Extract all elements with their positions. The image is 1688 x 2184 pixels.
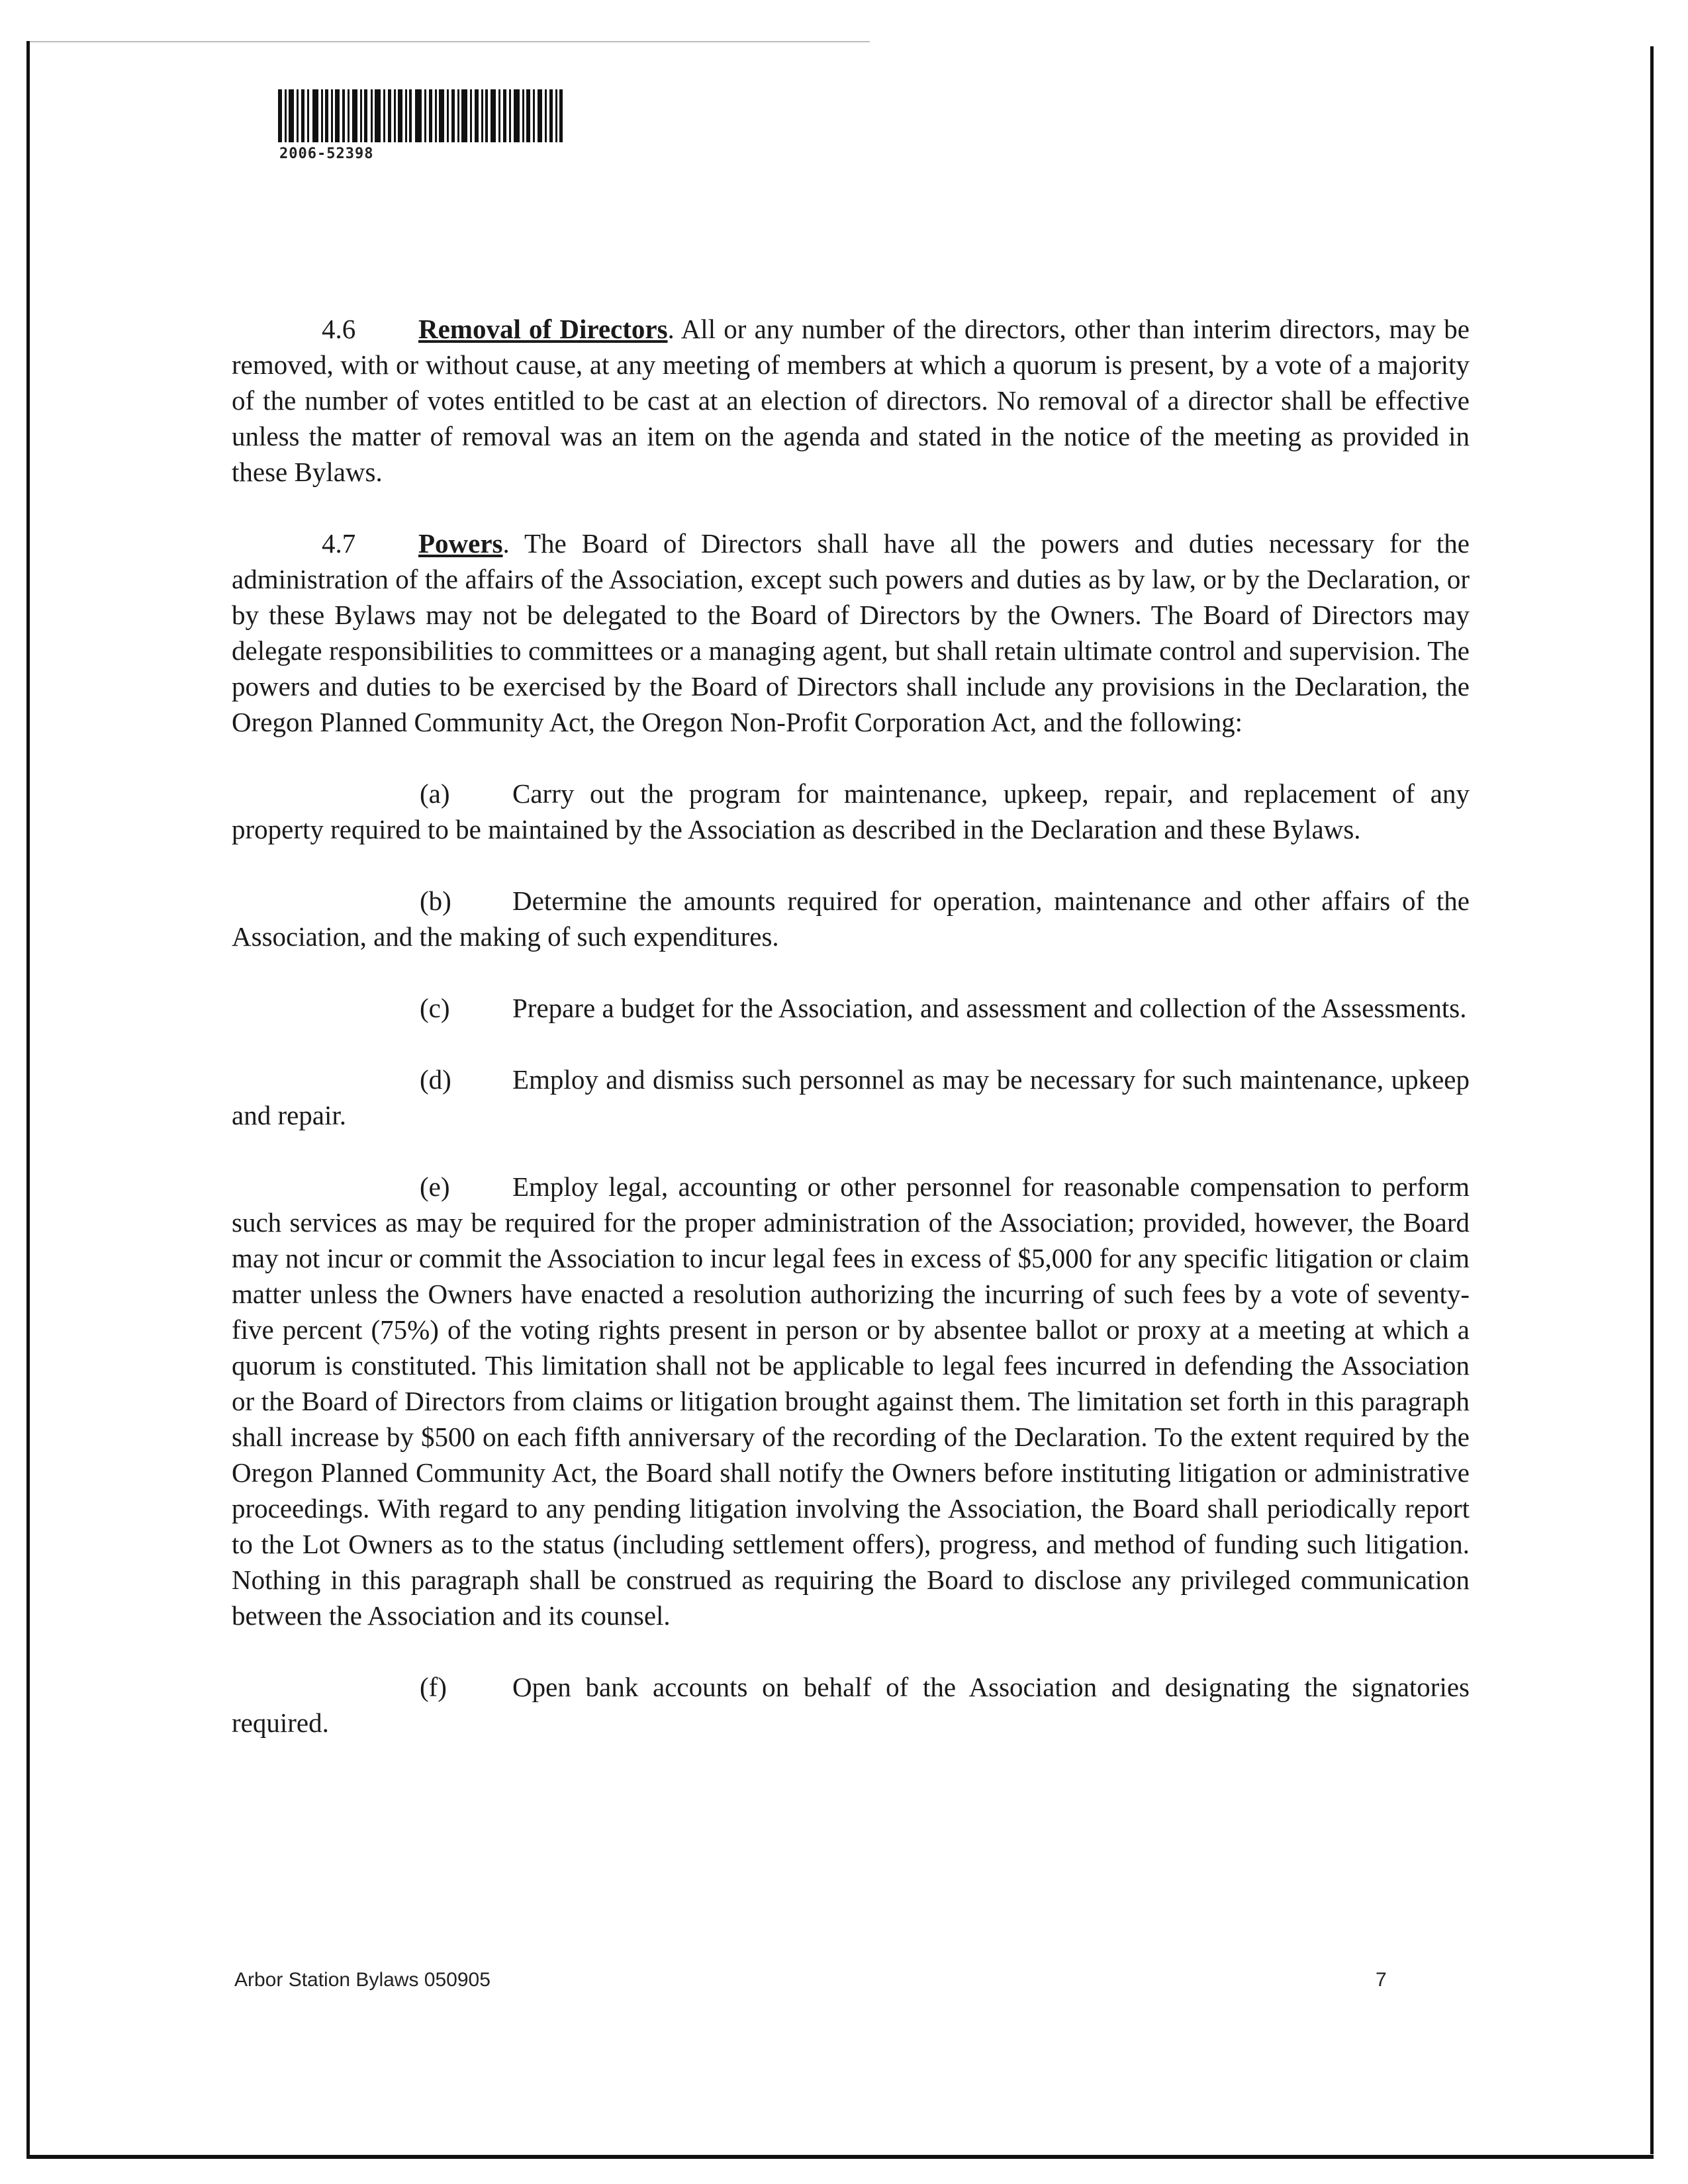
section-number: 4.6 (322, 314, 356, 344)
subsection-label: (a) (420, 778, 450, 809)
section-number: 4.7 (322, 528, 356, 559)
subsection-text: Prepare a budget for the Association, and assessment and collection of the Assessments. (512, 993, 1467, 1023)
subsection-e (232, 1169, 1470, 1633)
subsection-label: (e) (420, 1171, 450, 1202)
section-heading: Removal of Directors (418, 314, 668, 344)
subsection-f (232, 1669, 1470, 1741)
section-powers (232, 525, 1470, 740)
subsection-c (232, 990, 1470, 1026)
section-text: . All or any number of the directors, other than interim directors, may be removed, with or without cause, at any meeting of members at which a quorum is present, by a vote of a majority of the number of votes entitled to be cast at an election of directors. No removal of a director shall be effective unless the matter of removal was an item on the agenda and stated in the notice of the meeting as provided in these Bylaws. (232, 314, 1470, 487)
section-heading: Powers (418, 528, 503, 559)
subsection-text: Carry out the program for maintenance, upkeep, repair, and replacement of any property required to be maintained by the Association as described in the Declaration and these Bylaws. (232, 778, 1470, 844)
subsection-text: Determine the amounts required for operation, maintenance and other affairs of the Association, and the making of such expenditures. (232, 886, 1470, 952)
scan-edge-top (29, 41, 870, 42)
scan-edge-left (26, 41, 30, 2159)
subsection-label: (f) (420, 1672, 447, 1702)
scan-edge-right (1650, 46, 1654, 2154)
subsection-text: Employ legal, accounting or other personnel for reasonable compensation to perform such services as may be required for the proper administration of the Association; provided, however, the Board may not incur or commit the Association to incur legal fees in excess of $5,000 for any specific litigation or claim matter unless the Owners have enacted a resolution authorizing the incurring of such fees by a vote of seventy-five percent (75%) of the voting rights present in person or by absentee ballot or proxy at a meeting at which a quorum is constituted. This limitation shall not be applicable to legal fees incurred in defending the Association or the Board of Directors from claims or litigation brought against them. The limitation set forth in this paragraph shall increase by $500 on each fifth anniversary of the recording of the Declaration. To the extent required by the Oregon Planned Community Act, the Board shall notify the Owners before instituting litigation or administrative proceedings. With regard to any pending litigation involving the Association, the Board shall periodically report to the Lot Owners as to the status (including settlement offers), progress, and method of funding such litigation. Nothing in this paragraph shall be construed as requiring the Board to disclose any privileged communication between the Association and its counsel. (232, 1171, 1470, 1631)
subsection-b (232, 883, 1470, 954)
section-text: . The Board of Directors shall have all the powers and duties necessary for the administration of the affairs of the Association, except such powers and duties as by law, or by the Declaration, or by these Bylaws may not be delegated to the Board of Directors by the Owners. The Board of Directors may delegate responsibilities to committees or a managing agent, but shall retain ultimate control and supervision. The powers and duties to be exercised by the Board of Directors shall include any provisions in the Declaration, the Oregon Planned Community Act, the Oregon Non-Profit Corporation Act, and the following: (232, 528, 1470, 737)
barcode (278, 89, 563, 142)
subsection-label: (b) (420, 886, 451, 916)
document-body (232, 311, 1470, 1776)
subsection-d (232, 1062, 1470, 1133)
subsection-label: (d) (420, 1064, 451, 1095)
subsection-text: Employ and dismiss such personnel as may be necessary for such maintenance, upkeep and repair. (232, 1064, 1470, 1130)
scan-edge-bottom (26, 2155, 1654, 2159)
subsection-a (232, 776, 1470, 847)
subsection-label: (c) (420, 993, 450, 1023)
footer-page-number: 7 (1376, 1969, 1387, 1991)
footer-document-name: Arbor Station Bylaws 050905 (234, 1969, 491, 1991)
section-removal-of-directors (232, 311, 1470, 490)
subsection-text: Open bank accounts on behalf of the Association and designating the signatories required. (232, 1672, 1470, 1738)
barcode-number: 2006-52398 (279, 146, 374, 162)
